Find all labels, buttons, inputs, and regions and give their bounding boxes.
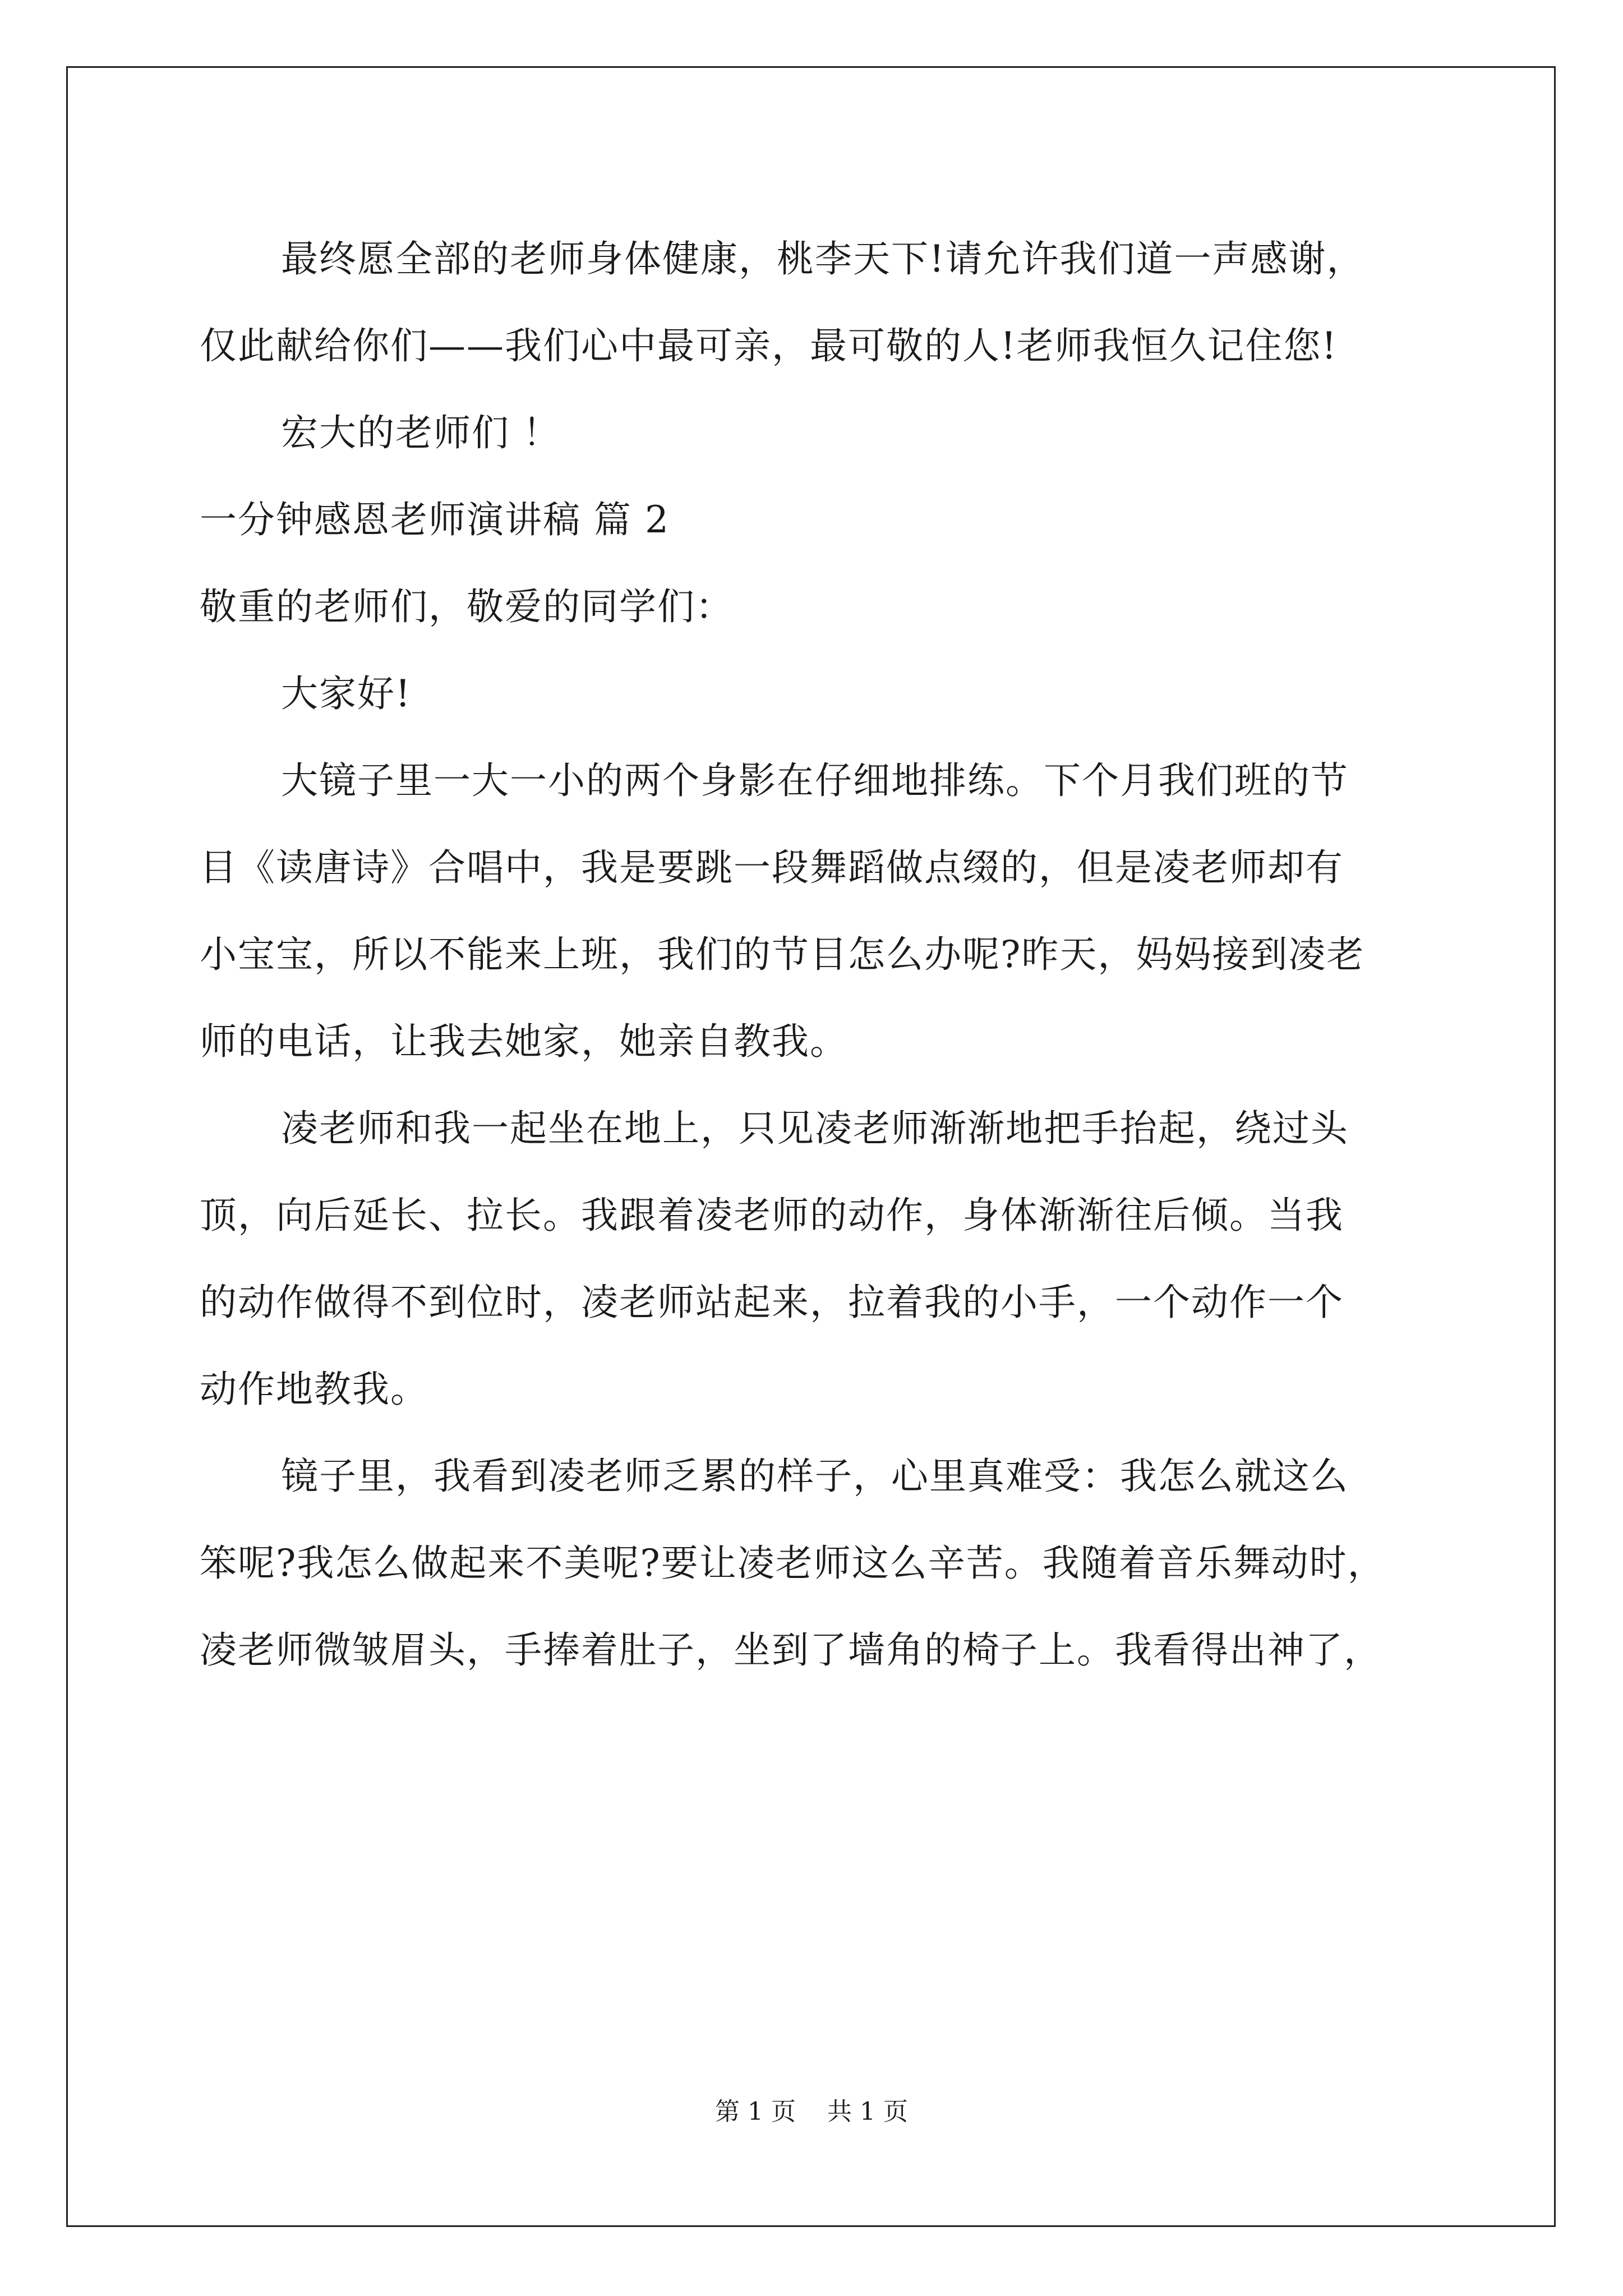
section-heading: 一分钟感恩老师演讲稿 篇 2 — [200, 498, 670, 541]
text-line: 的动作做得不到位时，凌老师站起来，拉着我的小手，一个动作一个 — [200, 1281, 1344, 1324]
text-line: 大镜子里一大一小的两个身影在仔细地排练。下个月我们班的节 — [281, 759, 1349, 802]
text-line: 仅此献给你们——我们心中最可亲，最可敬的人!老师我恒久记住您! — [200, 324, 1338, 367]
document-body — [200, 215, 1433, 1694]
salutation: 敬重的老师们，敬爱的同学们： — [200, 585, 734, 628]
text-line: 顶，向后延长、拉长。我跟着凌老师的动作，身体渐渐往后倾。当我 — [200, 1194, 1344, 1237]
text-line: 宏大的老师们 ！ — [281, 411, 561, 454]
text-line: 笨呢?我怎么做起来不美呢?要让凌老师这么辛苦。我随着音乐舞动时， — [200, 1542, 1386, 1585]
text-line: 师的电话，让我去她家，她亲自教我。 — [200, 1020, 848, 1063]
page-total: 共 1 页 — [827, 2097, 908, 2126]
text-line: 凌老师和我一起坐在地上，只见凌老师渐渐地把手抬起，绕过头 — [281, 1107, 1349, 1150]
text-line: 最终愿全部的老师身体健康，桃李天下!请允许我们道一声感谢， — [281, 237, 1365, 280]
greeting: 大家好! — [281, 672, 412, 715]
page-number: 第 1 页 — [715, 2097, 796, 2126]
text-line: 目《读唐诗》合唱中，我是要跳一段舞蹈做点缀的，但是凌老师却有 — [200, 846, 1344, 889]
text-line: 凌老师微皱眉头，手捧着肚子，坐到了墙角的椅子上。我看得出神了， — [200, 1628, 1382, 1672]
page-footer — [0, 2095, 1623, 2129]
text-line: 动作地教我。 — [200, 1368, 428, 1411]
text-line: 小宝宝，所以不能来上班，我们的节目怎么办呢?昨天，妈妈接到凌老 — [200, 933, 1365, 976]
text-line: 镜子里，我看到凌老师乏累的样子，心里真难受：我怎么就这么 — [281, 1455, 1349, 1498]
